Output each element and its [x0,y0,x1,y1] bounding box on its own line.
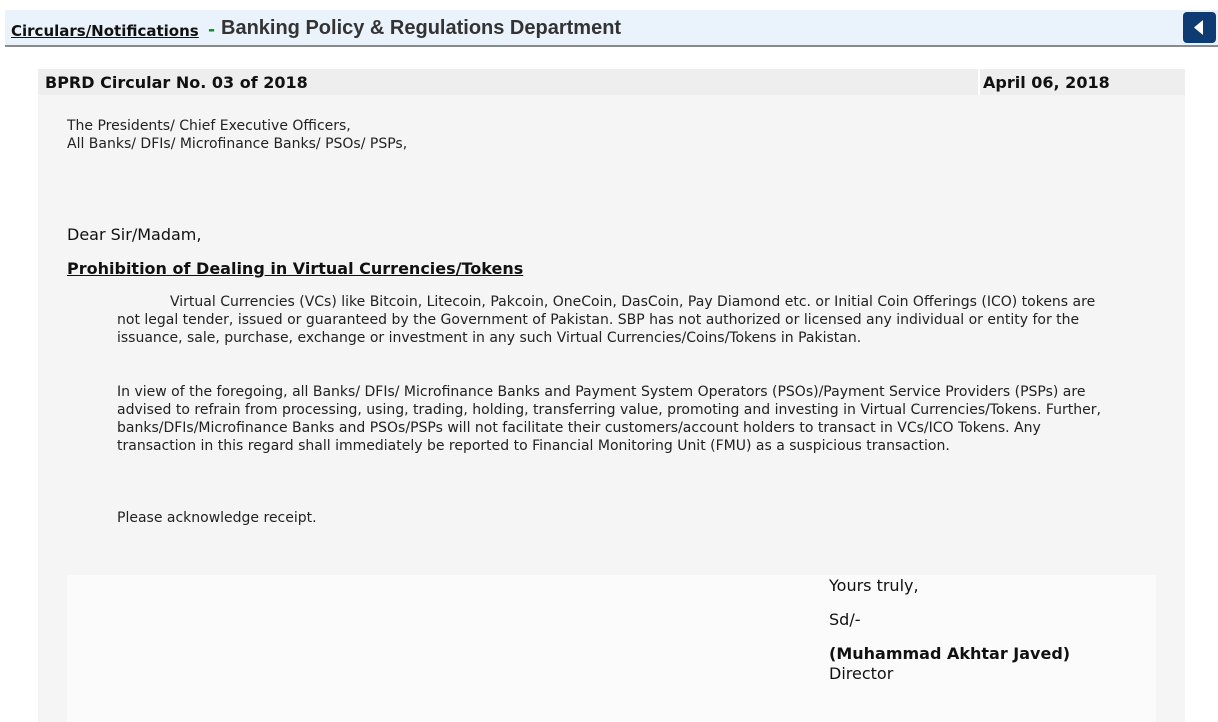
paragraph-2: In view of the foregoing, all Banks/ DFIs/ Microfinance Banks and Payment System Operators (PSOs)/Payment Service Providers (PSPs) are advised to refrain from processing, using, trading, holding, transferring value, promoting and investing in Virtual Currencies/Tokens. Further, banks/DFIs/Microfinance Banks and PSOs/PSPs will not facilitate their customers/account holders to transact in VCs/ICO Tokens. Any transaction in this regard shall immediately be reported to Financial Monitoring Unit (FMU) as a suspicious transaction. [117,384,1101,454]
circular-body [38,95,1185,722]
paragraph-1: Virtual Currencies (VCs) like Bitcoin, Litecoin, Pakcoin, OneCoin, DasCoin, Pay Diamond etc. or Initial Coin Offerings (ICO) tokens are not legal tender, issued or guaranteed by the Government of Pakistan. SBP has not authorized or licensed any individual or entity for the issuance, sale, purchase, exchange or investment in any such Virtual Currencies/Coins/Tokens in Pakistan. [117,294,1096,346]
addressee-line: All Banks/ DFIs/ Microfinance Banks/ PSOs/ PSPs, [67,136,408,152]
signatory-designation: Director [829,664,894,683]
page-title: Banking Policy & Regulations Department [221,17,622,39]
paragraph-3: Please acknowledge receipt. [117,510,317,526]
chevron-left-icon [1183,12,1216,43]
signature-block [67,575,1156,722]
circular-number: BPRD Circular No. 03 of 2018 [45,73,308,92]
signatory-name: (Muhammad Akhtar Javed) [829,644,1071,663]
top-header-bar [5,10,1218,47]
signed-mark: Sd/- [829,610,861,629]
breadcrumb-circulars-link[interactable]: Circulars/Notifications [11,22,199,40]
closing-text: Yours truly, [829,576,919,595]
circular-date-cell [978,69,1185,95]
back-button[interactable] [1183,12,1216,43]
subject-heading: Prohibition of Dealing in Virtual Currencies/Tokens [67,259,524,278]
circular-date: April 06, 2018 [983,73,1110,92]
breadcrumb-separator: - [208,20,216,40]
circular-header-row [38,69,1185,95]
salutation: Dear Sir/Madam, [67,225,202,244]
addressee-line: The Presidents/ Chief Executive Officers, [67,118,351,134]
addressee-block [67,117,407,153]
